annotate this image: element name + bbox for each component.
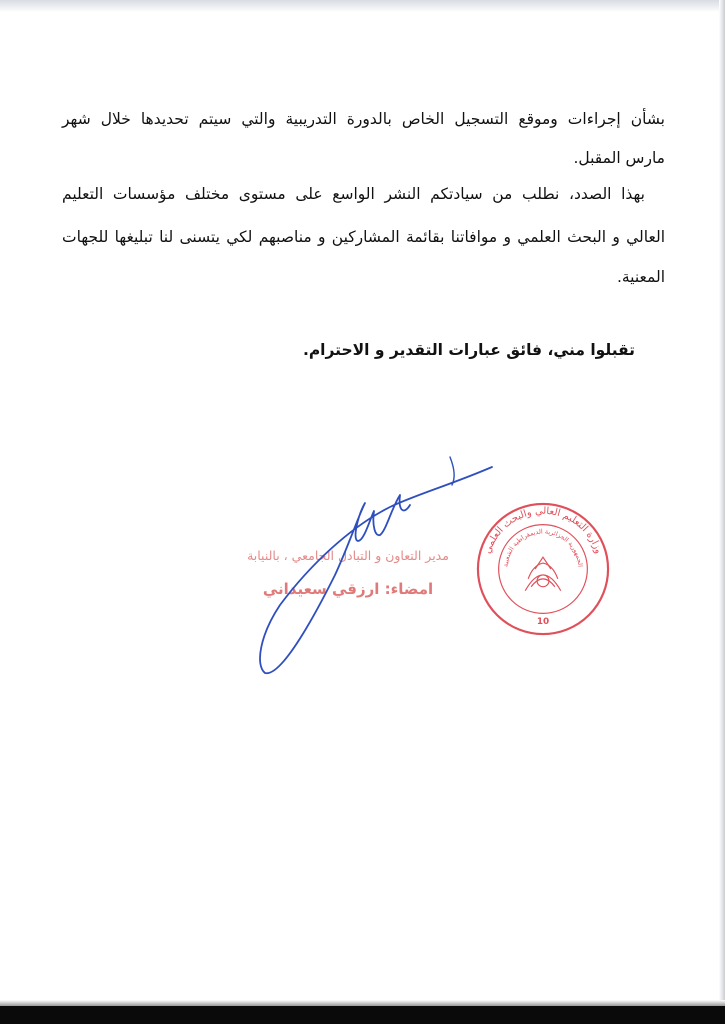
stamp-ring-text: وزارة التعليم العالي والبحث العلمي bbox=[482, 505, 604, 556]
stamp-inner-ring bbox=[499, 525, 588, 614]
body-line-2: مارس المقبل. bbox=[573, 149, 665, 167]
handwritten-signature bbox=[240, 455, 500, 680]
body-line-5: المعنية. bbox=[616, 268, 665, 286]
scan-right-edge bbox=[719, 0, 725, 1024]
body-line-1: بشأن إجراءات وموقع التسجيل الخاص بالدورة التدريبية والتي سيتم تحديدها خلال شهر bbox=[62, 110, 665, 128]
stamp-emblem-icon bbox=[525, 557, 560, 591]
stamp-number: 10 bbox=[536, 617, 550, 628]
signatory-name: امضاء: ارزقي سعيداني bbox=[262, 580, 434, 598]
stamp-inner-text: الجمهورية الجزائرية الديمقراطية الشعبية bbox=[501, 527, 585, 568]
signatory-title: مدير التعاون و التبادل الجامعي ، بالنيابة bbox=[247, 548, 449, 563]
scan-top-edge bbox=[0, 0, 725, 12]
body-line-3: بهذا الصدد، نطلب من سيادتكم النشر الواسع على مستوى مختلف مؤسسات التعليم bbox=[62, 185, 645, 203]
scan-bottom-edge bbox=[0, 1006, 725, 1024]
body-line-4: العالي و البحث العلمي و موافاتنا بقائمة المشاركين و مناصبهم لكي يتسنى لنا تبليغها للجهات bbox=[62, 228, 665, 246]
closing-salutation: تقبلوا مني، فائق عبارات التقدير و الاحترام. bbox=[302, 341, 635, 359]
